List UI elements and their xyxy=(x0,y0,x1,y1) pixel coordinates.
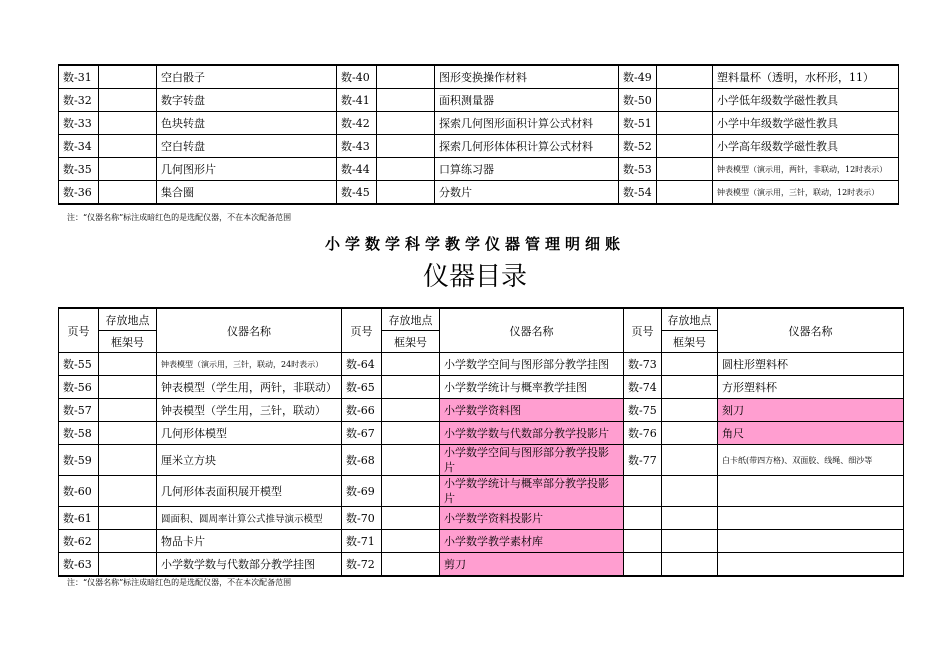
page-no-cell: 数-45 xyxy=(337,181,377,205)
shelf-cell xyxy=(382,422,440,445)
shelf-cell xyxy=(657,158,713,181)
header-shelf: 框架号 xyxy=(662,331,718,353)
header-location: 存放地点 xyxy=(382,308,440,331)
table-row xyxy=(59,353,904,376)
shelf-cell xyxy=(662,476,718,507)
page-no-cell: 数-71 xyxy=(342,530,382,553)
shelf-cell xyxy=(99,135,157,158)
instrument-name-cell: 几何形体模型 xyxy=(157,422,342,445)
shelf-cell xyxy=(657,112,713,135)
page-no-cell: 数-69 xyxy=(342,476,382,507)
instrument-name-cell: 小学数学空间与图形部分教学挂图 xyxy=(440,353,624,376)
shelf-cell xyxy=(99,476,157,507)
page-no-cell: 数-72 xyxy=(342,553,382,577)
shelf-cell xyxy=(382,376,440,399)
table-row xyxy=(59,65,899,89)
shelf-cell xyxy=(382,553,440,577)
table-row xyxy=(59,89,899,112)
instrument-name-cell: 钟表模型（演示用，两针，非联动，12时表示） xyxy=(713,158,899,181)
page-no-cell: 数-53 xyxy=(619,158,657,181)
instrument-name-cell: 探索几何图形面积计算公式材料 xyxy=(435,112,619,135)
header-name: 仪器名称 xyxy=(718,308,904,353)
header-page-no: 页号 xyxy=(624,308,662,353)
instrument-name-cell: 白卡纸(带四方格)、双面胶、线绳、细沙等 xyxy=(718,445,904,476)
instrument-name-cell: 钟表模型（学生用，两针，非联动） xyxy=(157,376,342,399)
page-no-cell xyxy=(624,507,662,530)
page-no-cell xyxy=(624,530,662,553)
instrument-name-cell xyxy=(718,476,904,507)
instrument-name-cell: 探索几何形体体积计算公式材料 xyxy=(435,135,619,158)
shelf-cell xyxy=(99,530,157,553)
shelf-cell xyxy=(382,476,440,507)
page-no-cell: 数-44 xyxy=(337,158,377,181)
page-no-cell: 数-62 xyxy=(59,530,99,553)
shelf-cell xyxy=(99,353,157,376)
shelf-cell xyxy=(377,135,435,158)
instrument-name-cell: 钟表模型（演示用，三针，联动，12时表示） xyxy=(713,181,899,205)
document-subtitle: 小学数学科学教学仪器管理明细账 xyxy=(324,235,625,253)
shelf-cell xyxy=(382,353,440,376)
shelf-cell xyxy=(657,89,713,112)
shelf-cell xyxy=(99,181,157,205)
instrument-name-cell: 圆柱形塑料杯 xyxy=(718,353,904,376)
table-row xyxy=(59,399,904,422)
shelf-cell xyxy=(99,376,157,399)
page-no-cell: 数-50 xyxy=(619,89,657,112)
instrument-name-cell: 小学低年级数学磁性教具 xyxy=(713,89,899,112)
shelf-cell xyxy=(377,65,435,89)
instrument-name-cell: 钟表模型（学生用，三针，联动） xyxy=(157,399,342,422)
page-no-cell: 数-65 xyxy=(342,376,382,399)
shelf-cell xyxy=(377,181,435,205)
shelf-cell xyxy=(657,65,713,89)
shelf-cell xyxy=(99,158,157,181)
header-page-no: 页号 xyxy=(342,308,382,353)
instrument-name-cell xyxy=(718,553,904,577)
shelf-cell xyxy=(99,89,157,112)
page-no-cell: 数-49 xyxy=(619,65,657,89)
page-no-cell: 数-54 xyxy=(619,181,657,205)
page-no-cell: 数-35 xyxy=(59,158,99,181)
note-bottom: 注：“仪器名称”标注成暗红色的是选配仪器，不在本次配备范围 xyxy=(67,578,292,587)
shelf-cell xyxy=(662,507,718,530)
page-no-cell xyxy=(624,553,662,577)
page-no-cell: 数-61 xyxy=(59,507,99,530)
instrument-name-cell: 小学中年级数学磁性教具 xyxy=(713,112,899,135)
shelf-cell xyxy=(382,445,440,476)
instrument-name-cell: 刻刀 xyxy=(718,399,904,422)
instrument-name-cell xyxy=(718,530,904,553)
header-name: 仪器名称 xyxy=(440,308,624,353)
table-row xyxy=(59,135,899,158)
header-page-no: 页号 xyxy=(59,308,99,353)
shelf-cell xyxy=(377,158,435,181)
catalog-table-bottom xyxy=(58,307,904,577)
page-no-cell: 数-41 xyxy=(337,89,377,112)
page-no-cell: 数-64 xyxy=(342,353,382,376)
table-row xyxy=(59,376,904,399)
instrument-name-cell: 小学数学统计与概率教学挂图 xyxy=(440,376,624,399)
page-no-cell: 数-32 xyxy=(59,89,99,112)
page-no-cell: 数-75 xyxy=(624,399,662,422)
table-row xyxy=(59,112,899,135)
catalog-table-top xyxy=(58,64,899,205)
page-no-cell: 数-74 xyxy=(624,376,662,399)
instrument-name-cell xyxy=(718,507,904,530)
shelf-cell xyxy=(382,530,440,553)
page-no-cell: 数-67 xyxy=(342,422,382,445)
page-no-cell: 数-68 xyxy=(342,445,382,476)
page-no-cell: 数-40 xyxy=(337,65,377,89)
shelf-cell xyxy=(662,445,718,476)
instrument-name-cell: 空白转盘 xyxy=(157,135,337,158)
page-no-cell: 数-51 xyxy=(619,112,657,135)
table-row xyxy=(59,553,904,577)
shelf-cell xyxy=(99,445,157,476)
shelf-cell xyxy=(662,530,718,553)
shelf-cell xyxy=(99,112,157,135)
page-no-cell: 数-63 xyxy=(59,553,99,577)
shelf-cell xyxy=(382,399,440,422)
shelf-cell xyxy=(99,65,157,89)
document-title: 仪器目录 xyxy=(422,262,527,292)
page-no-cell: 数-57 xyxy=(59,399,99,422)
page-no-cell: 数-76 xyxy=(624,422,662,445)
shelf-cell xyxy=(662,353,718,376)
page-no-cell: 数-52 xyxy=(619,135,657,158)
instrument-name-cell: 图形变换操作材料 xyxy=(435,65,619,89)
shelf-cell xyxy=(662,399,718,422)
instrument-name-cell: 小学数学资料图 xyxy=(440,399,624,422)
instrument-name-cell: 厘米立方块 xyxy=(157,445,342,476)
table-row xyxy=(59,530,904,553)
instrument-name-cell: 钟表模型（演示用，三针，联动，24时表示） xyxy=(157,353,342,376)
note-top: 注：“仪器名称”标注成暗红色的是选配仪器，不在本次配备范围 xyxy=(67,213,292,222)
shelf-cell xyxy=(99,399,157,422)
instrument-name-cell: 分数片 xyxy=(435,181,619,205)
shelf-cell xyxy=(662,553,718,577)
instrument-name-cell: 色块转盘 xyxy=(157,112,337,135)
page-no-cell: 数-73 xyxy=(624,353,662,376)
shelf-cell xyxy=(99,422,157,445)
page-no-cell: 数-66 xyxy=(342,399,382,422)
instrument-name-cell: 小学数学资料投影片 xyxy=(440,507,624,530)
instrument-name-cell: 小学数学统计与概率部分教学投影片 xyxy=(440,476,624,507)
shelf-cell xyxy=(377,112,435,135)
page-no-cell: 数-58 xyxy=(59,422,99,445)
instrument-name-cell: 集合圈 xyxy=(157,181,337,205)
page-no-cell: 数-42 xyxy=(337,112,377,135)
shelf-cell xyxy=(662,422,718,445)
shelf-cell xyxy=(657,181,713,205)
table-row xyxy=(59,476,904,507)
instrument-name-cell: 角尺 xyxy=(718,422,904,445)
page-no-cell: 数-33 xyxy=(59,112,99,135)
header-location: 存放地点 xyxy=(662,308,718,331)
instrument-name-cell: 几何形体表面积展开模型 xyxy=(157,476,342,507)
page-no-cell xyxy=(624,476,662,507)
table-row xyxy=(59,158,899,181)
table-row xyxy=(59,507,904,530)
page-no-cell: 数-55 xyxy=(59,353,99,376)
table-row xyxy=(59,445,904,476)
instrument-name-cell: 空白骰子 xyxy=(157,65,337,89)
page-no-cell: 数-56 xyxy=(59,376,99,399)
instrument-name-cell: 物品卡片 xyxy=(157,530,342,553)
header-shelf: 框架号 xyxy=(382,331,440,353)
page-no-cell: 数-70 xyxy=(342,507,382,530)
shelf-cell xyxy=(657,135,713,158)
page-no-cell: 数-34 xyxy=(59,135,99,158)
instrument-name-cell: 小学数学数与代数部分教学投影片 xyxy=(440,422,624,445)
instrument-name-cell: 圆面积、圆周率计算公式推导演示模型 xyxy=(157,507,342,530)
table-row xyxy=(59,422,904,445)
instrument-name-cell: 小学数学数与代数部分教学挂图 xyxy=(157,553,342,577)
shelf-cell xyxy=(662,376,718,399)
page-no-cell: 数-59 xyxy=(59,445,99,476)
instrument-name-cell: 小学高年级数学磁性教具 xyxy=(713,135,899,158)
shelf-cell xyxy=(377,89,435,112)
shelf-cell xyxy=(382,507,440,530)
page-no-cell: 数-60 xyxy=(59,476,99,507)
instrument-name-cell: 面积测量器 xyxy=(435,89,619,112)
instrument-name-cell: 塑料量杯（透明，水杯形，11） xyxy=(713,65,899,89)
instrument-name-cell: 数字转盘 xyxy=(157,89,337,112)
page-no-cell: 数-36 xyxy=(59,181,99,205)
instrument-name-cell: 口算练习器 xyxy=(435,158,619,181)
instrument-name-cell: 几何图形片 xyxy=(157,158,337,181)
shelf-cell xyxy=(99,553,157,577)
header-name: 仪器名称 xyxy=(157,308,342,353)
instrument-name-cell: 小学数学空间与图形部分教学投影片 xyxy=(440,445,624,476)
table-row xyxy=(59,181,899,205)
instrument-name-cell: 剪刀 xyxy=(440,553,624,577)
instrument-name-cell: 方形塑料杯 xyxy=(718,376,904,399)
page-no-cell: 数-77 xyxy=(624,445,662,476)
header-location: 存放地点 xyxy=(99,308,157,331)
page-no-cell: 数-43 xyxy=(337,135,377,158)
shelf-cell xyxy=(99,507,157,530)
header-shelf: 框架号 xyxy=(99,331,157,353)
instrument-name-cell: 小学数学教学素材库 xyxy=(440,530,624,553)
page-no-cell: 数-31 xyxy=(59,65,99,89)
